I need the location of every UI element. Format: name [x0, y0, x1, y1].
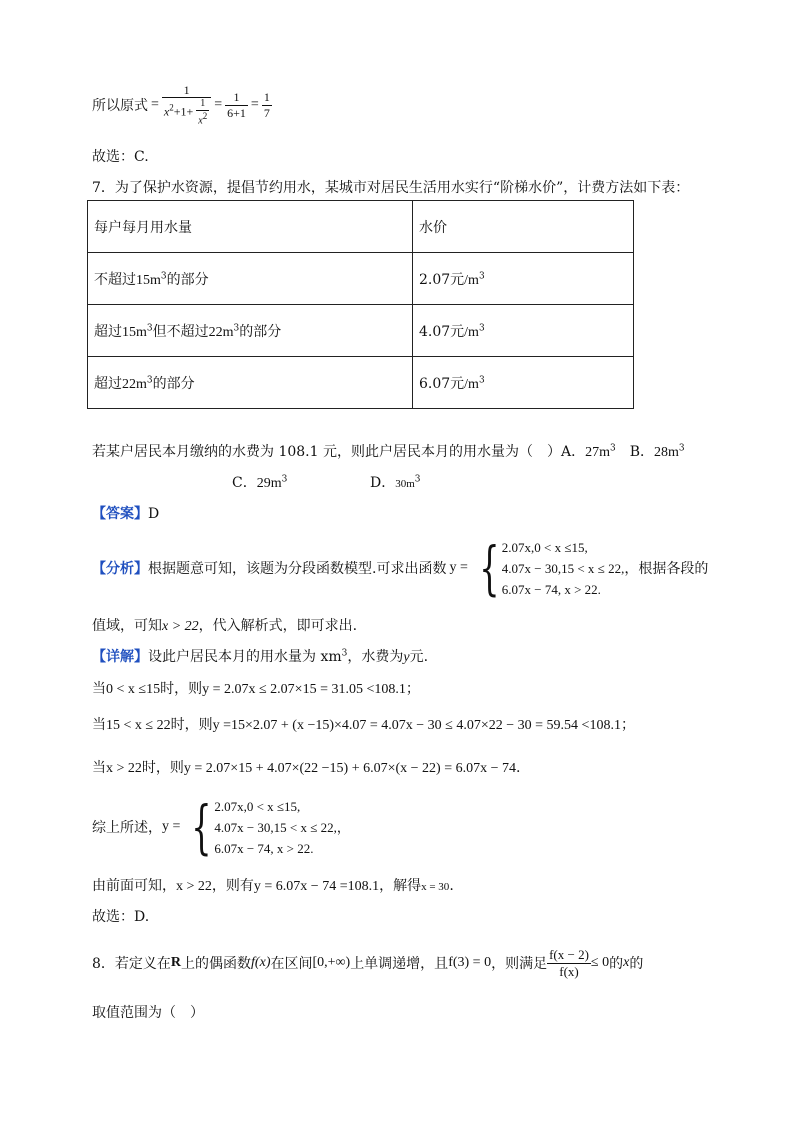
summary-line: 综上所述， y = { 2.07x,0 < x ≤15, 4.07x − 30,15 < x ≤ 22,， 6.07x − 74, x > 22. — [92, 792, 350, 861]
option-a: 27m — [585, 445, 610, 460]
q7-answer: 故选：D. — [92, 909, 150, 925]
detail-line: 【详解】设此户居民本月的用水量为 $xm^3$，水费为y元. — [92, 648, 429, 665]
fraction-3: $\frac{1}{7}$ — [263, 90, 270, 120]
final-line: 由前面可知，x > 22，则有y = 6.07x − 74 =108.1，解得x = 30. — [92, 878, 454, 894]
answer-line: 【答案】D — [92, 506, 160, 522]
case-line-2: 当15 < x ≤ 22时，则y =15×2.07 + (x −15)×4.07 = 4.07x − 30 ≤ 4.07×22 − 30 = 59.54 <108.1； — [92, 717, 635, 733]
q7-question: 若某户居民本月缴纳的水费为 108.1 元，则此户居民本月的用水量为（ ）A．$27m^3$ B．$28m^3$ — [92, 443, 685, 460]
table-header-row — [88, 201, 634, 253]
case-line-3: 当x > 22时，则y = 2.07×15 + 4.07×(22 −15) + 6.07×(x − 22) = 6.07x − 74. — [92, 760, 521, 776]
q6-prefix: 所以原式 — [92, 98, 148, 114]
option-b: 28m — [654, 445, 679, 460]
fraction-2: $\frac{1}{6+1}$ — [227, 90, 246, 120]
analysis-line: 【分析】 根据题意可知，该题为分段函数模型.可求出函数 y = { 2.07x,0 < x ≤15, 4.07x − 30,15 < x ≤ 22, 6.07x − 74, x > 22. ，根据各段的 — [92, 533, 709, 602]
fraction-1: 1 $x^2+1+$ $\frac{1}{x^2}$ — [162, 83, 211, 128]
answer-tag: 【答案】 — [92, 506, 148, 522]
water-price-table — [87, 200, 634, 409]
analysis-tag: 【分析】 — [92, 561, 148, 577]
table-header: 水价 — [413, 201, 634, 253]
q8-line2: 取值范围为（ ） — [92, 1005, 204, 1021]
q6-formula: 所以原式 = 1 $x^2+1+$ $\frac{1}{x^2}$ = $\frac{1}{6+1}$ = $\frac{1}{7}$ — [92, 82, 270, 127]
q7-intro: 7．为了保护水资源，提倡节约用水，某城市对居民生活用水实行“阶梯水价”，计费方法如下表： — [92, 180, 690, 196]
detail-tag: 【详解】 — [92, 649, 148, 665]
table-row: 不超过$15m^3$的部分 2.07元$/m^3$ — [88, 253, 634, 305]
q8-stem: 8．若定义在 R 上的偶函数 f(x) 在区间 [0,+∞) 上单调递增，且 f(3) = 0 ，则满足 $\frac{f(x - 2)}{f(x)}$ ≤ 0 的 x 的 — [92, 946, 644, 979]
analysis-cont: 值域，可知x > 22，代入解析式，即可求出. — [92, 618, 358, 634]
q6-answer: 故选：C. — [92, 149, 149, 165]
table-row: 超过$22m^3$的部分 6.07元$/m^3$ — [88, 357, 634, 409]
piecewise-function: { 2.07x,0 < x ≤15, 4.07x − 30,15 < x ≤ 22, 6.07x − 74, x > 22. — [479, 533, 625, 602]
option-c: C．$29m^3$ — [232, 474, 288, 491]
case-line-1: 当0 < x ≤15时，则y = 2.07x ≤ 2.07×15 = 31.05 <108.1； — [92, 681, 420, 697]
inequality-fraction: $\frac{f(x - 2)}{f(x)}$ — [549, 946, 589, 979]
table-header: 每户每月用水量 — [88, 201, 413, 253]
table-row: 超过$15m^3$但不超过$22m^3$的部分 4.07元$/m^3$ — [88, 305, 634, 357]
option-d: D．$30m^3$ — [370, 474, 421, 491]
piecewise-function: { 2.07x,0 < x ≤15, 4.07x − 30,15 < x ≤ 22,， 6.07x − 74, x > 22. — [191, 792, 350, 861]
